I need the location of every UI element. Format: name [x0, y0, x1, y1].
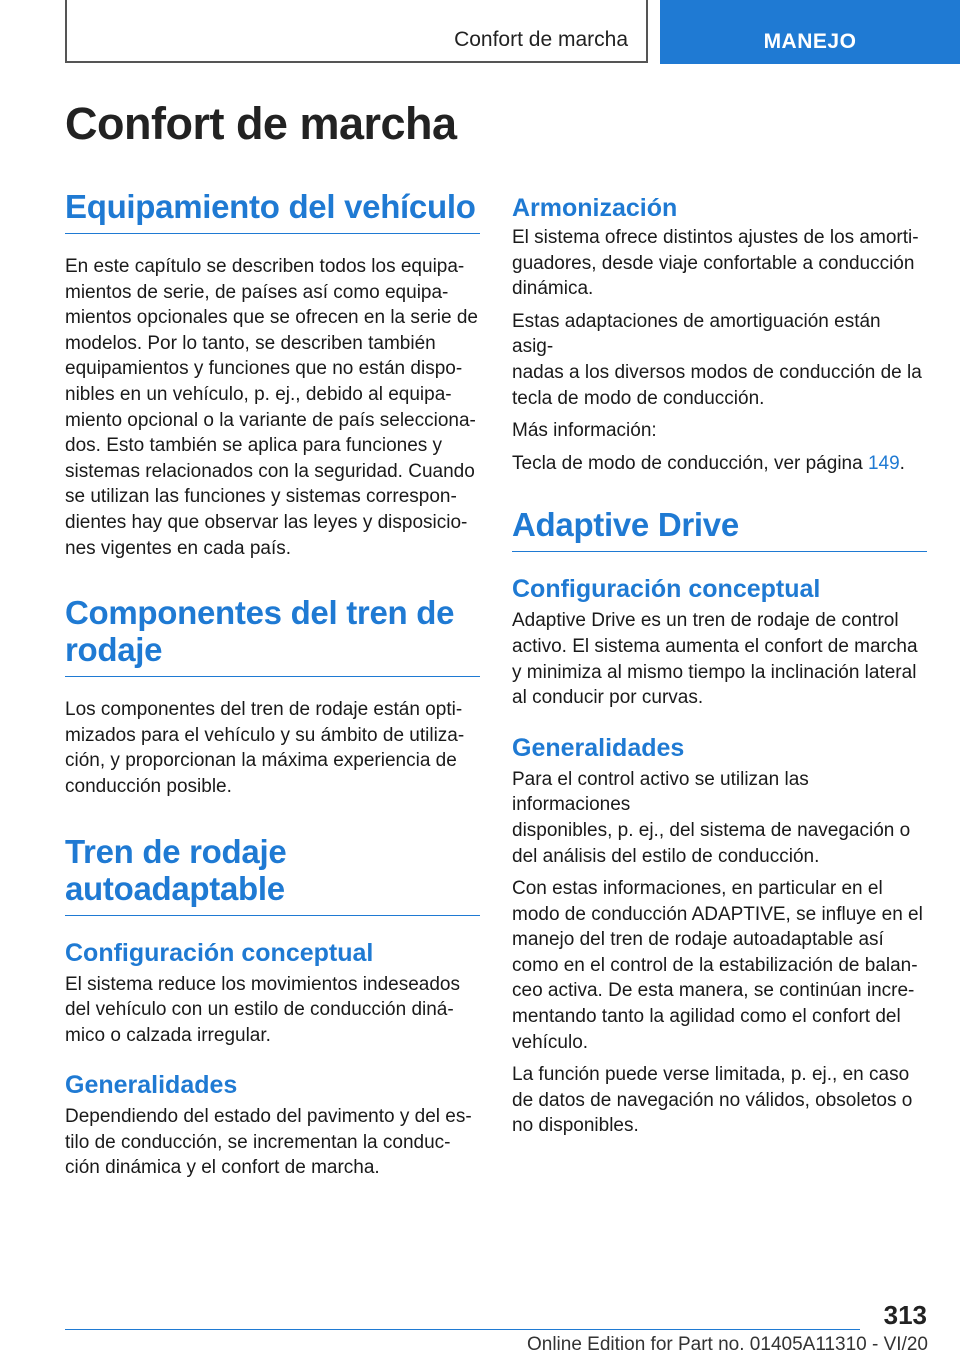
heading-adaptive-drive: Adaptive Drive: [512, 506, 927, 552]
heading-tren-autoadaptable: Tren de rodaje autoadaptable: [65, 833, 480, 916]
heading-generalidades-left: Generalidades: [65, 1071, 238, 1100]
paragraph-configuracion-right: Adaptive Drive es un tren de rodaje de control activo. El sistema aumenta el confort de marcha y minimiza al mismo tiempo la inclinación lateral al conducir por curvas.: [512, 610, 918, 709]
paragraph-componentes: Los componentes del tren de rodaje están opti- mizados para el vehículo y su ámbito de utiliza- ción, y proporcionan la máxima experiencia de conducción posible.: [65, 699, 465, 797]
heading-generalidades-right: Generalidades: [512, 733, 685, 762]
right-column: [512, 188, 927, 1139]
footer-edition: Online Edition for Part no. 01405A11310 - VI/20: [526, 1334, 928, 1355]
page-link-149[interactable]: 149: [867, 452, 900, 474]
page-number: 313: [883, 1300, 927, 1330]
heading-configuracion-right: Configuración conceptual: [512, 575, 821, 604]
heading-componentes: Componentes del tren de rodaje: [65, 594, 480, 677]
paragraph-generalidades-right-1: Para el control activo se utilizan las informaciones disponibles, p. ej., del sistema de navegación o del análisis del estilo de conducción.: [512, 768, 911, 867]
footer-divider: [65, 1329, 860, 1330]
paragraph-generalidades-right-3: La función puede verse limitada, p. ej., en caso de datos de navegación no válidos, obsoletos o no disponibles.: [512, 1064, 913, 1137]
chapter-tab[interactable]: MANEJO: [660, 0, 960, 64]
heading-armonizacion: Armonización: [512, 194, 678, 222]
paragraph-armonizacion-1: El sistema ofrece distintos ajustes de los amorti- guadores, desde viaje confortable a conducción dinámica.: [512, 227, 919, 300]
heading-configuracion-left: Configuración conceptual: [65, 938, 374, 967]
paragraph-generalidades-left: Dependiendo del estado del pavimento y del es- tilo de conducción, se incrementan la conduc- ción dinámica y el confort de marcha.: [65, 1106, 472, 1179]
paragraph-armonizacion-2: Estas adaptaciones de amortiguación están asig- nadas a los diversos modos de conducción de la tecla de modo de conducción.: [512, 310, 922, 409]
left-column: [65, 188, 480, 1181]
paragraph-mas-informacion: Más información:: [512, 420, 657, 442]
paragraph-referencia: Tecla de modo de conducción, ver página 149.: [512, 452, 905, 474]
heading-equipamiento: Equipamiento del vehículo: [65, 188, 480, 234]
header-section-title: Confort de marcha: [454, 28, 628, 51]
paragraph-generalidades-right-2: Con estas informaciones, en particular en el modo de conducción ADAPTIVE, se influye en el manejo del tren de rodaje autoadaptable así como en el control de la estabilización de balan- ceo activa. De esta manera, se continúan incre- mentando tanto la agilidad como el confort del vehículo.: [512, 878, 923, 1053]
page-title: Confort de marcha: [65, 98, 457, 149]
paragraph-equipamiento: En este capítulo se describen todos los equipa- mientos de serie, de países así como equipa- mientos opcionales que se ofrecen en la serie de modelos. Por lo tanto, se describen también equipamientos y funciones que no están dispo- nibles en un vehículo, p. ej., debido al equipa- miento opcional o la variante de país selecciona- dos. Esto también se aplica para funciones y sistemas relacionados con la seguridad. Cuando se utilizan las funciones y sistemas correspon- dientes hay que observar las leyes y disposicio- nes vigentes en cada país.: [65, 256, 478, 559]
paragraph-configuracion-left: El sistema reduce los movimientos indeseados del vehículo con un estilo de conducción diná- mico o calzada irregular.: [65, 973, 460, 1046]
